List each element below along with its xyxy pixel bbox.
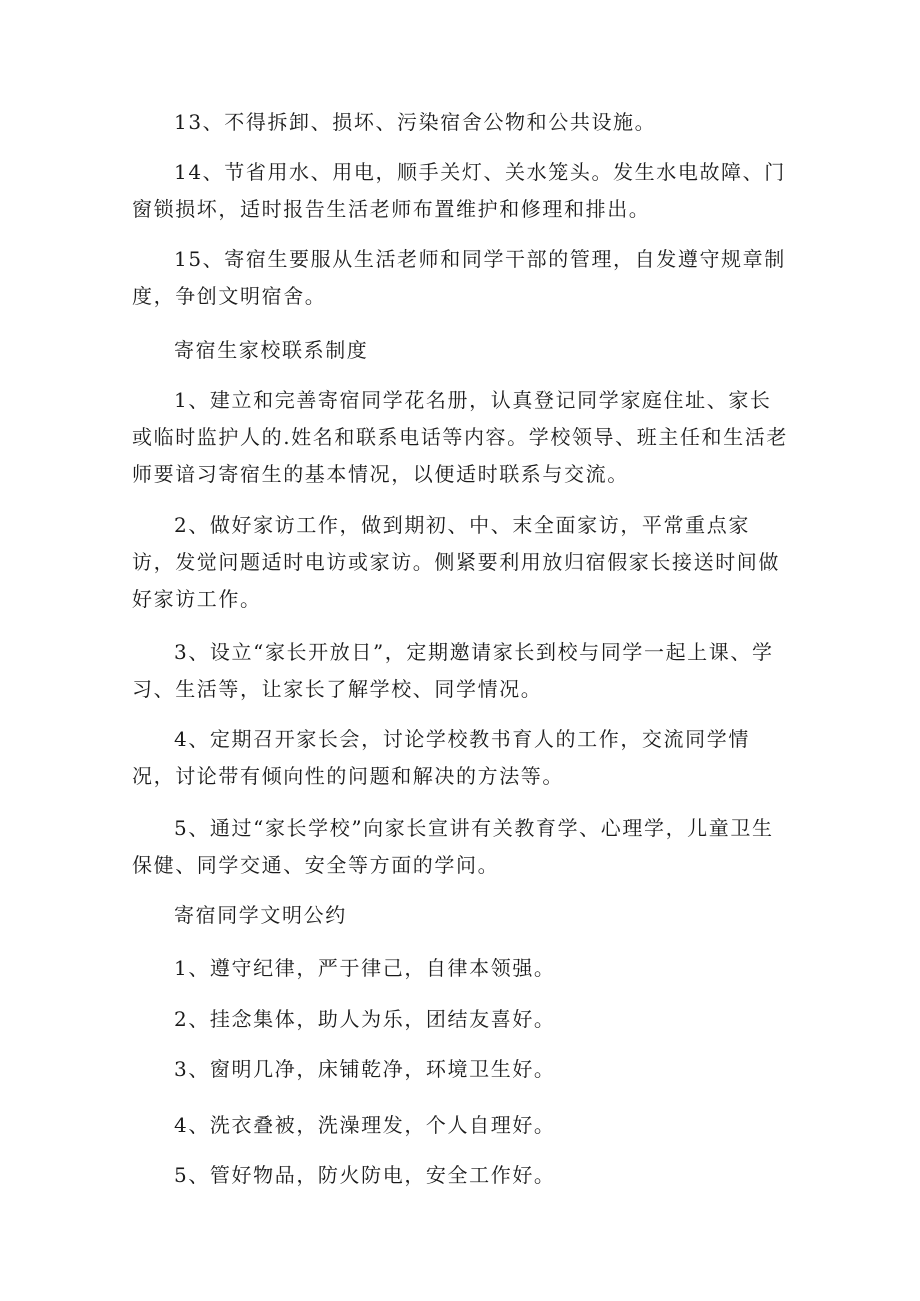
pact-item-2: 2、挂念集体，助人为乐，团结友喜好。: [174, 1007, 556, 1031]
home-school-item-3: 3、设立“家长开放日”，定期邀请家长到校与同学一起上课、学习、生活等，让家长了解学校、同学情况。: [132, 640, 774, 701]
rule-item-13: 13、不得拆卸、损坏、污染宿舍公物和公共设施。: [174, 110, 657, 134]
home-school-item-4: 4、定期召开家长会，讨论学校教书育人的工作，交流同学情况，讨论带有倾向性的问题和解决的方法等。: [132, 727, 750, 788]
rule-item-14: 14、节省用水、用电，顺手关灯、关水笼头。发生水电故障、门窗锁损坏，适时报告生活老师布置维护和修理和排出。: [132, 160, 786, 221]
section-title-civility-pact: 寄宿同学文明公约: [174, 903, 347, 927]
rule-item-15: 15、寄宿生要服从生活老师和同学干部的管理，自发遵守规章制度，争创文明宿舍。: [132, 247, 786, 308]
pact-item-1: 1、遵守纪律，严于律己，自律本领强。: [174, 956, 556, 980]
home-school-item-2: 2、做好家访工作，做到期初、中、末全面家访，平常重点家访，发觉问题适时电访或家访。侧紧要利用放归宿假家长接送时间做好家访工作。: [132, 513, 780, 611]
section-title-home-school: 寄宿生家校联系制度: [174, 338, 369, 362]
pact-item-5: 5、管好物品，防火防电，安全工作好。: [174, 1163, 556, 1187]
pact-item-4: 4、洗衣叠被，洗澡理发，个人自理好。: [174, 1113, 556, 1137]
home-school-item-1: 1、建立和完善寄宿同学花名册，认真登记同学家庭住址、家长或临时监护人的.姓名和联系电话等内容。学校领导、班主任和生活老师要谙习寄宿生的基本情况，以便适时联系与交流。: [132, 388, 788, 486]
home-school-item-5: 5、通过“家长学校”向家长宣讲有关教育学、心理学，儿童卫生保健、同学交通、安全等方面的学问。: [132, 816, 774, 877]
pact-item-3: 3、窗明几净，床铺乾净，环境卫生好。: [174, 1057, 556, 1081]
